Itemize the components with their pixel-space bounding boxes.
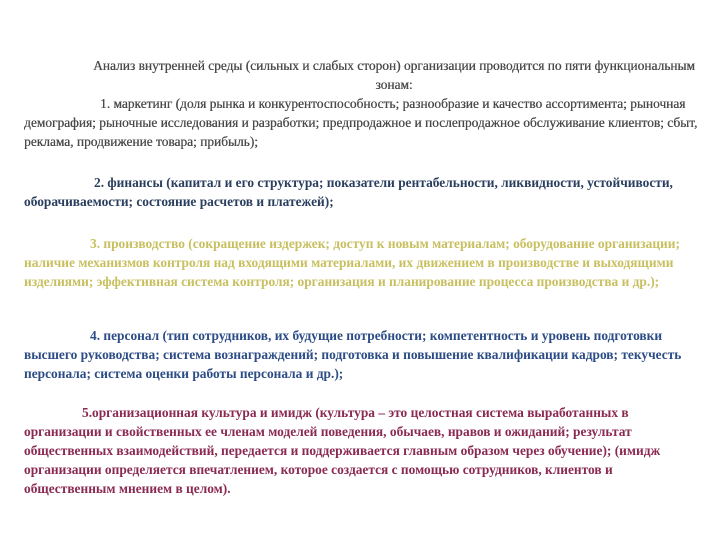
- item-personnel: 4. персонал (тип сотрудников, их будущие потребности; компетентность и уровень подготовки высшего руководства; система вознаграждений; подготовка и повышение квалификации кадров; текучесть персонала; система оценки работы персонала и др.);: [24, 328, 682, 381]
- slide-heading: Анализ внутренней среды (сильных и слабых сторон) организации проводится по пяти функциональным зонам:: [93, 58, 695, 92]
- item-finance: 2. финансы (капитал и его структура; показатели рентабельности, ликвидности, устойчивости, оборачиваемости; состояние расчетов и платежей);: [24, 175, 673, 209]
- item-culture: 5.организационная культура и имидж (культура – это целостная система выработанных в организации и свойственных ее членам моделей поведения, обычаев, нравов и ожиданий; результат общественных взаимодействий, передается и поддерживается главным образом через обучение); (имидж организации определяется впечатлением, которое создается с помощью сотрудников, клиентов и общественным мнением в целом).: [24, 405, 661, 496]
- item-marketing: 1. маркетинг (доля рынка и конкурентоспособность; разнообразие и качество ассортимента; рыночная демография; рыночные исследования и разработки; предпродажное и послепродажное обслуживание клиентов; сбыт, реклама, продвижение товара; прибыль);: [24, 96, 698, 149]
- item-production: 3. производство (сокращение издержек; доступ к новым материалам; оборудование организации; наличие механизмов контроля над входящими материалами, их движением в производстве и выходящими изделиями; эффективная система контроля; организация и планирование процесса производства и др.);: [24, 236, 680, 289]
- intro-block: [24, 56, 704, 151]
